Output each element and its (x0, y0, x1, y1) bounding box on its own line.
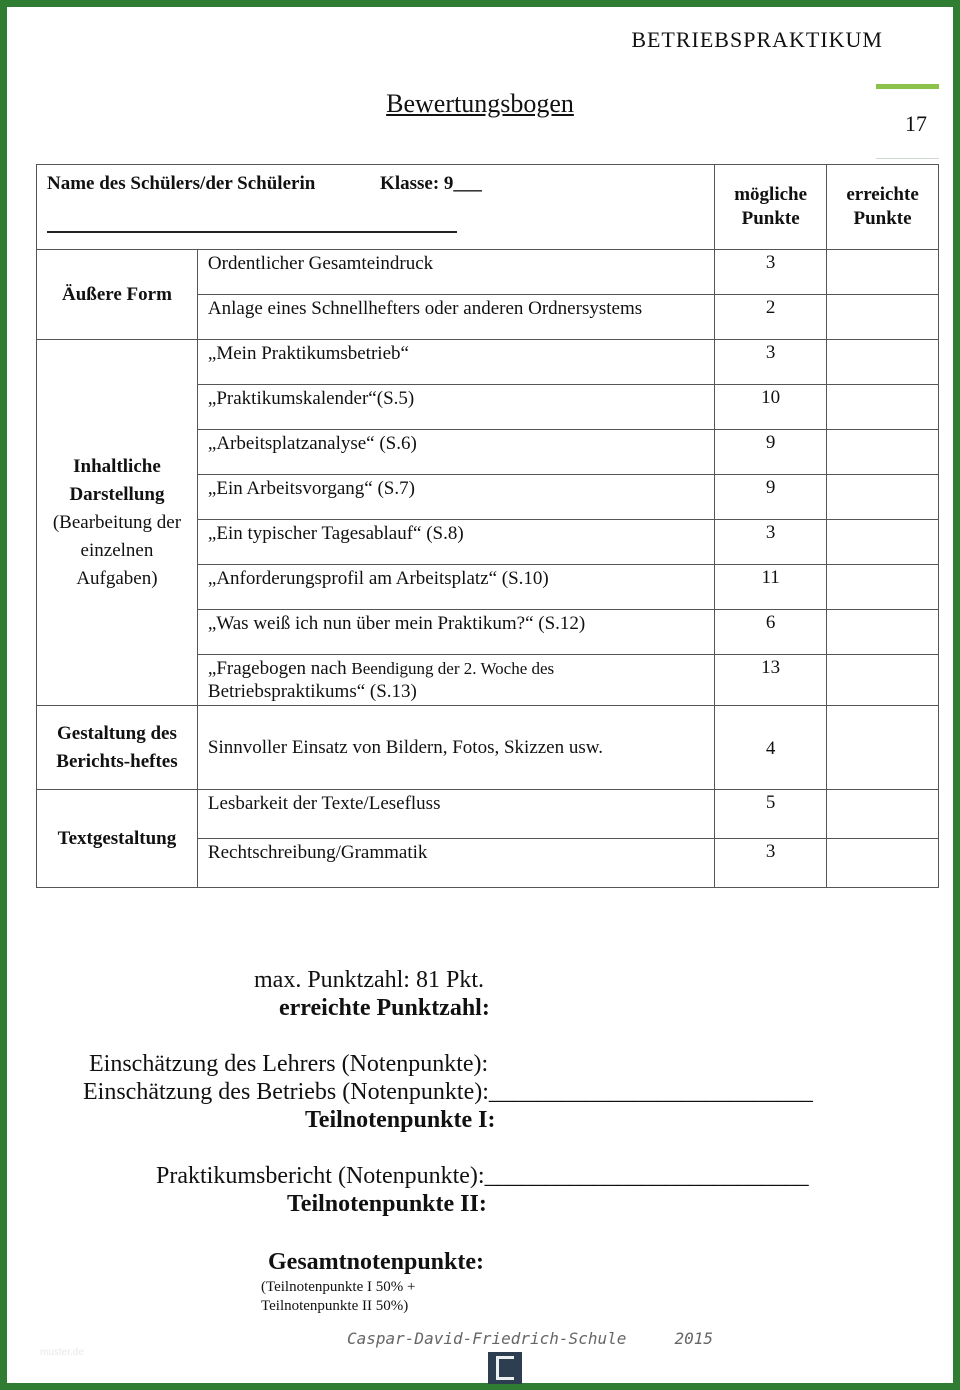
category-inhaltliche-darstellung (37, 340, 198, 706)
table-row (37, 250, 939, 295)
achieved-points-cell[interactable] (827, 610, 939, 655)
criterion-cell: „Praktikumskalender“(S.5) (197, 385, 714, 430)
company-assessment[interactable]: Einschätzung des Betriebs (Notenpunkte):___________________________ (83, 1079, 813, 1105)
table-row (37, 340, 939, 385)
possible-points-cell: 9 (715, 475, 827, 520)
achieved-points-cell[interactable] (827, 520, 939, 565)
achieved-points-cell[interactable] (827, 565, 939, 610)
table-row (37, 790, 939, 839)
page (7, 7, 953, 1383)
achieved-points-cell[interactable] (827, 385, 939, 430)
possible-points-cell: 3 (715, 250, 827, 295)
criterion-cell: „Anforderungsprofil am Arbeitsplatz“ (S.10) (197, 565, 714, 610)
criterion-cell (197, 655, 714, 706)
student-name-line[interactable] (47, 217, 457, 233)
watermark: muster.de (40, 1347, 84, 1358)
possible-points-cell: 2 (715, 295, 827, 340)
partial-grade-1[interactable]: Teilnotenpunkte I: (305, 1107, 496, 1133)
criterion-cell: „Ein Arbeitsvorgang“ (S.7) (197, 475, 714, 520)
achieved-points-cell[interactable] (827, 655, 939, 706)
evaluation-table (36, 164, 939, 888)
student-name-cell[interactable] (37, 165, 715, 250)
school-logo-icon (488, 1352, 522, 1384)
weighting-note-1: (Teilnotenpunkte I 50% + (261, 1279, 416, 1295)
possible-points-cell: 10 (715, 385, 827, 430)
possible-points-cell: 9 (715, 430, 827, 475)
possible-points-cell: 11 (715, 565, 827, 610)
possible-points-cell: 3 (715, 340, 827, 385)
footer-year: 2015 (674, 1329, 714, 1348)
achieved-points-cell[interactable] (827, 475, 939, 520)
category-aeussere-form: Äußere Form (37, 250, 198, 340)
achieved-points-cell[interactable] (827, 790, 939, 839)
document-title: Bewertungsbogen (386, 89, 574, 118)
weighting-note-2: Teilnotenpunkte II 50%) (261, 1298, 409, 1314)
achieved-points-cell[interactable] (827, 706, 939, 790)
student-name-label: Name des Schülers/der Schülerin (47, 173, 316, 194)
criterion-text-c: Betriebspraktikums“ (S.13) (207, 681, 417, 702)
achieved-points-cell[interactable] (827, 430, 939, 475)
category-gestaltung: Gestaltung des Berichts-heftes (37, 706, 198, 790)
criterion-cell: „Was weiß ich nun über mein Praktikum?“ (S.12) (197, 610, 714, 655)
category-textgestaltung: Textgestaltung (37, 790, 198, 888)
teacher-assessment[interactable]: Einschätzung des Lehrers (Notenpunkte): (89, 1051, 489, 1077)
partial-grade-2[interactable]: Teilnotenpunkte II: (287, 1191, 487, 1217)
possible-points-cell: 6 (715, 610, 827, 655)
page-number: 17 (905, 111, 927, 136)
possible-points-cell: 3 (715, 520, 827, 565)
criterion-cell: „Mein Praktikumsbetrieb“ (197, 340, 714, 385)
table-header-row (37, 165, 939, 250)
possible-points-cell: 4 (715, 706, 827, 790)
criterion-text-a: „Fragebogen nach (207, 658, 352, 679)
header-title: BETRIEBSPRAKTIKUM (631, 27, 883, 52)
criterion-cell: Rechtschreibung/Grammatik (197, 839, 714, 888)
report-grade[interactable]: Praktikumsbericht (Notenpunkte):___________________________ (156, 1163, 809, 1189)
criterion-cell: „Ein typischer Tagesablauf“ (S.8) (197, 520, 714, 565)
criterion-cell: Lesbarkeit der Texte/Lesefluss (197, 790, 714, 839)
possible-points-cell: 13 (715, 655, 827, 706)
criterion-text-b: Beendigung der 2. Woche des (351, 659, 555, 678)
category-inhalt-subtitle: (Bearbeitung der einzelnen Aufgaben) (52, 511, 182, 589)
max-points: max. Punktzahl: 81 Pkt. (254, 967, 484, 993)
achieved-points-label[interactable]: erreichte Punktzahl: (279, 995, 490, 1021)
achieved-points-cell[interactable] (827, 250, 939, 295)
possible-points-cell: 5 (715, 790, 827, 839)
criterion-cell: Anlage eines Schnellhefters oder anderen Ordnersystems (197, 295, 714, 340)
possible-points-cell: 3 (715, 839, 827, 888)
achieved-points-cell[interactable] (827, 839, 939, 888)
achieved-points-cell[interactable] (827, 340, 939, 385)
total-grade[interactable]: Gesamtnotenpunkte: (268, 1249, 485, 1275)
criterion-cell: Ordentlicher Gesamteindruck (197, 250, 714, 295)
table-row (37, 706, 939, 790)
school-name: Caspar-David-Friedrich-Schule (347, 1329, 627, 1348)
class-label: Klasse: 9___ (380, 173, 482, 194)
category-inhalt-title: Inhaltliche Darstellung (69, 455, 165, 505)
criterion-cell: Sinnvoller Einsatz von Bildern, Fotos, Skizzen usw. (197, 706, 714, 790)
possible-points-header: mögliche Punkte (715, 165, 827, 250)
achieved-points-cell[interactable] (827, 295, 939, 340)
footer (347, 1329, 713, 1348)
achieved-points-header: erreichte Punkte (827, 165, 939, 250)
criterion-cell: „Arbeitsplatzanalyse“ (S.6) (197, 430, 714, 475)
